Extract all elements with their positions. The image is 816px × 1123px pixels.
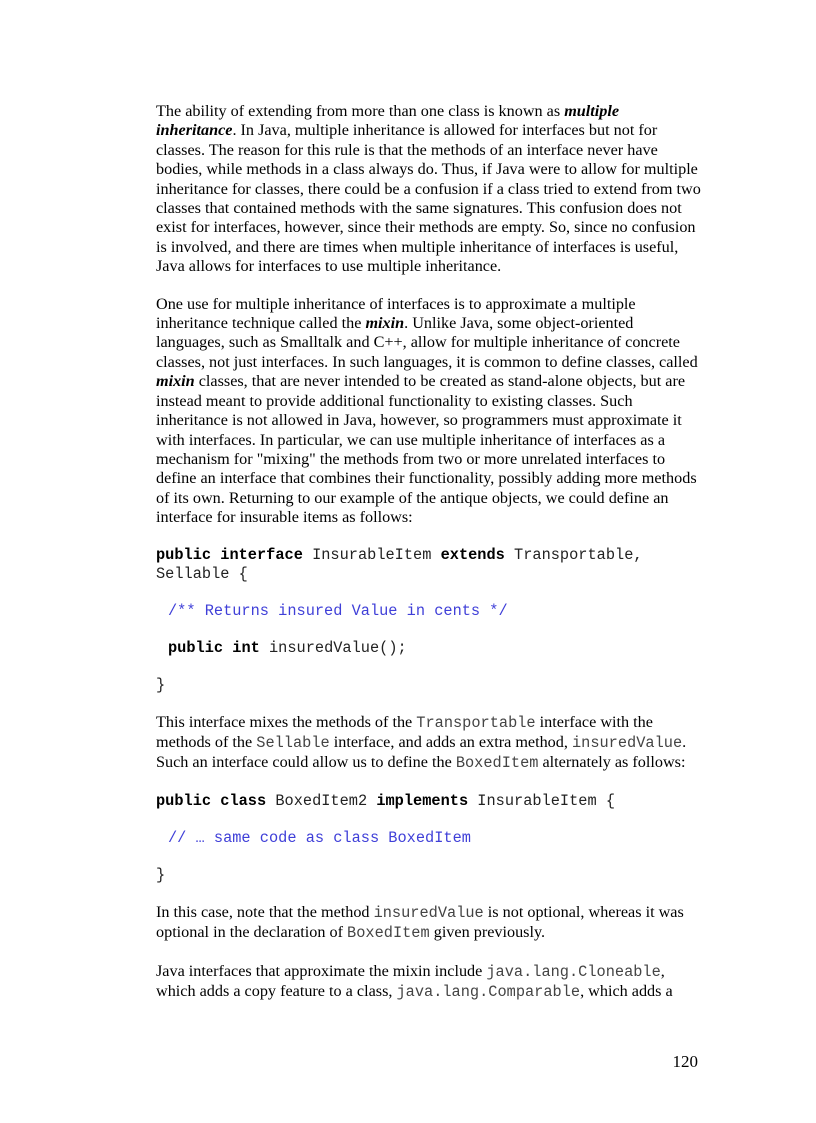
code-line-comment bbox=[156, 602, 701, 621]
code-text: InsurableItem { bbox=[468, 791, 615, 810]
text-span: Java interfaces that approximate the mixin include bbox=[156, 961, 487, 980]
text-span: is not optional, whereas it was optional in the declaration of bbox=[156, 902, 684, 942]
inline-code-insured-value: insuredValue bbox=[373, 903, 484, 922]
text-span: In this case, note that the method bbox=[156, 902, 374, 921]
text-span: . Such an interface could allow us to define the bbox=[156, 732, 687, 772]
inline-code-boxed-item: BoxedItem bbox=[455, 754, 539, 773]
term-mixin: mixin bbox=[365, 314, 405, 333]
paragraph-interface-mixes bbox=[156, 713, 701, 774]
text-span: interface, and adds an extra method, bbox=[329, 732, 572, 751]
text-span: One use for multiple inheritance of interfaces is to approximate a multiple inheritance technique called the bbox=[156, 294, 636, 333]
keyword-interface: interface bbox=[220, 545, 303, 564]
text-span: classes, that are never intended to be created as stand-alone objects, but are instead meant to provide additional functionality to existing classes. Such inheritance is not allowed in Java, however, so programmers must approximate it with interfaces. In particular, we can use multiple inheritance of interfaces as a mechanism for "mixing" the methods from two or more unrelated interfaces to define an interface that combines their functionality, possibly adding more methods of its own. Returning to our example of the antique objects, we could define an interface for insurable items as follows: bbox=[156, 372, 697, 527]
inline-code-insured-value: insuredValue bbox=[571, 733, 683, 752]
method-insured-value: insuredValue(); bbox=[259, 638, 407, 657]
inline-code-boxed-item: BoxedItem bbox=[347, 924, 430, 943]
term-multiple-inheritance: multiple inheritance bbox=[156, 102, 620, 140]
code-line-method bbox=[156, 639, 701, 658]
keyword-extends: extends bbox=[440, 545, 505, 564]
text-span: given previously. bbox=[429, 923, 546, 942]
text-span: interface with the methods of the bbox=[156, 712, 653, 751]
inline-code-cloneable: java.lang.Cloneable bbox=[486, 962, 661, 981]
keyword-public: public bbox=[168, 638, 224, 657]
code-line-declaration bbox=[156, 792, 701, 811]
code-block-insurable-item bbox=[156, 546, 701, 695]
code-text: Transportable, Sellable { bbox=[156, 545, 652, 583]
text-span: This interface mixes the methods of the bbox=[156, 712, 417, 731]
code-brace: } bbox=[156, 865, 166, 884]
code-line-close bbox=[156, 676, 701, 695]
paragraph-java-mixin-interfaces bbox=[156, 962, 701, 1003]
inline-code-sellable: Sellable bbox=[256, 733, 330, 752]
paragraph-mixin bbox=[156, 295, 701, 528]
keyword-class: class bbox=[220, 791, 267, 810]
code-comment: /** Returns insured Value in cents */ bbox=[168, 601, 508, 620]
inline-code-comparable: java.lang.Comparable bbox=[396, 982, 581, 1001]
code-line-comment bbox=[156, 829, 701, 848]
code-block-boxed-item2 bbox=[156, 792, 701, 885]
identifier-boxed-item2: BoxedItem2 bbox=[266, 791, 377, 810]
code-brace: } bbox=[156, 675, 166, 694]
keyword-implements: implements bbox=[376, 791, 469, 810]
code-line-close bbox=[156, 866, 701, 885]
paragraph-not-optional bbox=[156, 903, 701, 944]
text-span: , which adds a copy feature to a class, bbox=[156, 961, 665, 1000]
text-span: , which adds a bbox=[580, 981, 673, 1000]
paragraph-multiple-inheritance bbox=[156, 102, 701, 277]
page-number: 120 bbox=[672, 1052, 698, 1071]
identifier-insurable-item: InsurableItem bbox=[302, 545, 441, 564]
term-mixin-classes: mixin bbox=[156, 372, 195, 391]
page-content bbox=[156, 102, 701, 1020]
inline-code-transportable: Transportable bbox=[416, 713, 536, 732]
keyword-public: public bbox=[156, 545, 212, 564]
text-span: alternately as follows: bbox=[538, 753, 686, 772]
text-span: . Unlike Java, some object-oriented languages, such as Smalltalk and C++, allow for multiple inheritance of concrete classes, not just interfaces. In such languages, it is common to define classes, called bbox=[156, 314, 698, 371]
keyword-public: public bbox=[156, 791, 212, 810]
code-comment: // … same code as class BoxedItem bbox=[168, 828, 471, 847]
text-span: . In Java, multiple inheritance is allowed for interfaces but not for classes. The reason for this rule is that the methods of an interface never have bodies, while methods in a class always do. Thus, if Java were to allow for multiple inheritance for classes, there could be a confusion if a class tried to extend from two classes that contained methods with the same signatures. This confusion does not exist for interfaces, however, since their methods are empty. So, since no confusion is involved, and there are times when multiple inheritance of interfaces is useful, Java allows for interfaces to use multiple inheritance. bbox=[156, 121, 701, 276]
code-line-declaration bbox=[156, 546, 701, 584]
text-span: The ability of extending from more than one class is known as bbox=[156, 102, 565, 120]
keyword-int: int bbox=[232, 638, 260, 657]
